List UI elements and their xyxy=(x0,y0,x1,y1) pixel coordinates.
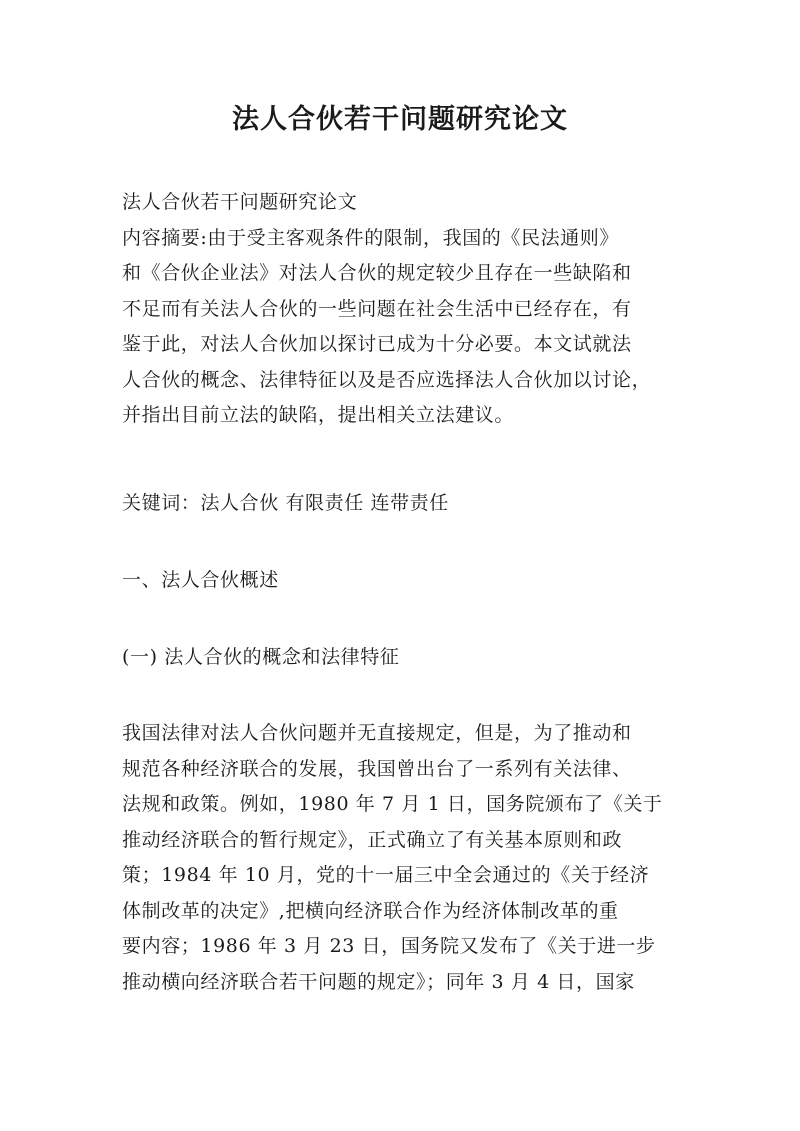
section-heading-text: 一、法人合伙概述 xyxy=(122,569,279,591)
paragraph-line: 规范各种经济联合的发展，我国曾出台了一系列有关法律、 xyxy=(122,757,632,780)
paragraph-line: 我国法律对法人合伙问题并无直接规定，但是，为了推动和 xyxy=(122,722,632,744)
abstract-line: 鉴于此，对法人合伙加以探讨已成为十分必要。本文试就法 xyxy=(122,333,632,355)
abstract-line: 内容摘要:由于受主客观条件的限制，我国的《民法通则》 xyxy=(122,226,620,249)
abstract-line: 法人合伙若干问题研究论文 xyxy=(122,191,358,213)
paragraph-line: 推动横向经济联合若干问题的规定》；同年 3 月 4 日，国家 xyxy=(122,970,635,993)
abstract-line: 和《合伙企业法》对法人合伙的规定较少且存在一些缺陷和 xyxy=(122,262,632,284)
paragraph-line: 策；1984 年 10 月，党的十一届三中全会通过的《关于经济 xyxy=(122,864,650,886)
document-title: 法人合伙若干问题研究论文 xyxy=(232,104,568,135)
keywords-line xyxy=(122,486,692,522)
section-heading xyxy=(122,563,692,599)
keywords-text: 关键词：法人合伙 有限责任 连带责任 xyxy=(122,492,449,514)
abstract-line: 并指出目前立法的缺陷，提出相关立法建议。 xyxy=(122,404,515,426)
body-paragraph xyxy=(122,716,692,1000)
paragraph-line: 法规和政策。例如，1980 年 7 月 1 日，国务院颁布了《关于 xyxy=(122,793,663,815)
subsection-heading-text: (一) 法人合伙的概念和法律特征 xyxy=(122,646,400,668)
paragraph-line: 体制改革的决定》,把横向经济联合作为经济体制改革的重 xyxy=(122,899,619,922)
abstract-line: 人合伙的概念、法律特征以及是否应选择法人合伙加以讨论， xyxy=(122,368,652,391)
paragraph-line: 要内容；1986 年 3 月 23 日，国务院又发布了《关于进一步 xyxy=(122,935,656,957)
abstract-block xyxy=(122,185,692,434)
subsection-heading xyxy=(122,640,692,676)
paragraph-line: 推动经济联合的暂行规定》，正式确立了有关基本原则和政 xyxy=(122,828,623,851)
abstract-line: 不足而有关法人合伙的一些问题在社会生活中已经存在，有 xyxy=(122,297,632,320)
